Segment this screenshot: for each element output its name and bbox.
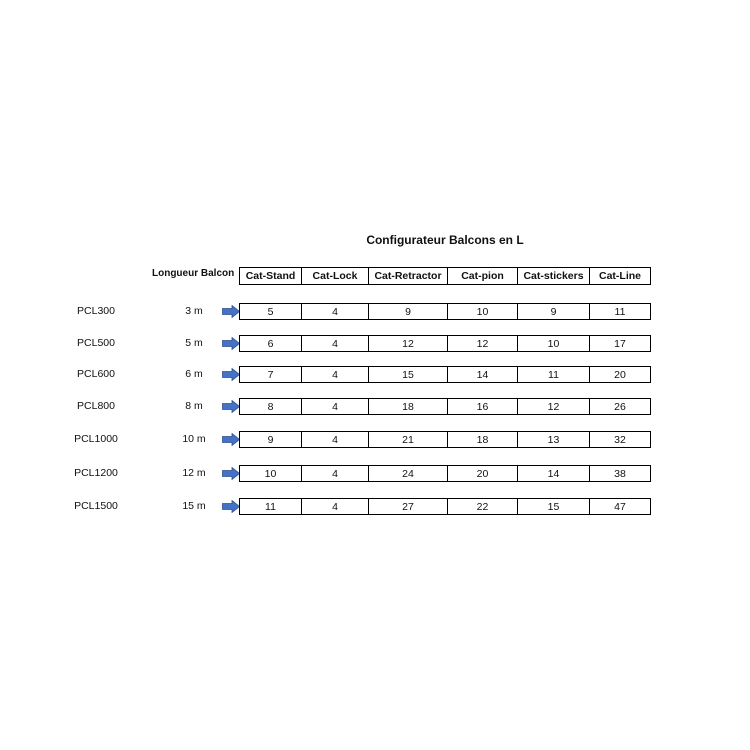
table-cell: 22 [448, 499, 518, 514]
table-cell: 38 [590, 466, 651, 481]
table-cell: 10 [240, 466, 302, 481]
table-cell: 12 [448, 336, 518, 351]
table-row [0, 398, 750, 416]
right-arrow-icon [222, 433, 240, 446]
row-model-label: PCL600 [77, 368, 115, 380]
table-cell: 9 [369, 304, 448, 319]
right-arrow-icon [222, 467, 240, 480]
table-row [0, 498, 750, 516]
column-header-cat-pion: Cat-pion [448, 268, 518, 284]
right-arrow-icon [222, 500, 240, 513]
table-cell: 20 [448, 466, 518, 481]
table-cell: 18 [369, 399, 448, 414]
row-model-label: PCL800 [77, 400, 115, 412]
row-length-label: 12 m [182, 467, 206, 479]
right-arrow-icon [222, 337, 240, 350]
row-values [239, 335, 651, 352]
table-cell: 13 [518, 432, 590, 447]
table-cell: 6 [240, 336, 302, 351]
table-cell: 7 [240, 367, 302, 382]
row-length-label: 15 m [182, 500, 206, 512]
table-cell: 27 [369, 499, 448, 514]
column-header-row [239, 267, 651, 285]
row-values [239, 465, 651, 482]
table-cell: 5 [240, 304, 302, 319]
column-header-cat-lock: Cat-Lock [302, 268, 369, 284]
row-length-label: 10 m [182, 433, 206, 445]
column-header-cat-line: Cat-Line [590, 268, 651, 284]
table-cell: 10 [518, 336, 590, 351]
row-values [239, 431, 651, 448]
row-length-label: 5 m [185, 337, 203, 349]
table-cell: 11 [240, 499, 302, 514]
table-row [0, 303, 750, 321]
row-values [239, 498, 651, 515]
table-title: Configurateur Balcons en L [366, 233, 524, 247]
table-cell: 4 [302, 367, 369, 382]
right-arrow-icon [222, 400, 240, 413]
table-cell: 16 [448, 399, 518, 414]
table-cell: 18 [448, 432, 518, 447]
table-cell: 9 [518, 304, 590, 319]
row-length-label: 8 m [185, 400, 203, 412]
table-cell: 47 [590, 499, 651, 514]
row-length-label: 6 m [185, 368, 203, 380]
table-cell: 12 [518, 399, 590, 414]
table-cell: 11 [590, 304, 651, 319]
column-header-cat-retractor: Cat-Retractor [369, 268, 448, 284]
table-cell: 17 [590, 336, 651, 351]
table-row [0, 431, 750, 449]
table-cell: 4 [302, 304, 369, 319]
table-cell: 21 [369, 432, 448, 447]
table-cell: 14 [518, 466, 590, 481]
row-values [239, 398, 651, 415]
right-arrow-icon [222, 368, 240, 381]
table-cell: 4 [302, 466, 369, 481]
column-header-cat-stickers: Cat-stickers [518, 268, 590, 284]
row-model-label: PCL1500 [74, 500, 118, 512]
row-values [239, 366, 651, 383]
row-model-label: PCL1200 [74, 467, 118, 479]
right-arrow-icon [222, 305, 240, 318]
table-cell: 9 [240, 432, 302, 447]
row-model-label: PCL300 [77, 305, 115, 317]
table-row [0, 366, 750, 384]
row-length-label: 3 m [185, 305, 203, 317]
table-cell: 12 [369, 336, 448, 351]
table-cell: 11 [518, 367, 590, 382]
row-model-label: PCL1000 [74, 433, 118, 445]
table-cell: 4 [302, 432, 369, 447]
length-column-header: Longueur Balcon [152, 268, 235, 279]
table-cell: 10 [448, 304, 518, 319]
table-row [0, 335, 750, 353]
table-cell: 4 [302, 336, 369, 351]
row-model-label: PCL500 [77, 337, 115, 349]
table-cell: 24 [369, 466, 448, 481]
table-cell: 15 [369, 367, 448, 382]
table-cell: 14 [448, 367, 518, 382]
table-row [0, 465, 750, 483]
table-cell: 32 [590, 432, 651, 447]
row-values [239, 303, 651, 320]
table-cell: 4 [302, 499, 369, 514]
column-header-cat-stand: Cat-Stand [240, 268, 302, 284]
table-cell: 8 [240, 399, 302, 414]
table-cell: 15 [518, 499, 590, 514]
table-cell: 26 [590, 399, 651, 414]
table-cell: 4 [302, 399, 369, 414]
table-cell: 20 [590, 367, 651, 382]
